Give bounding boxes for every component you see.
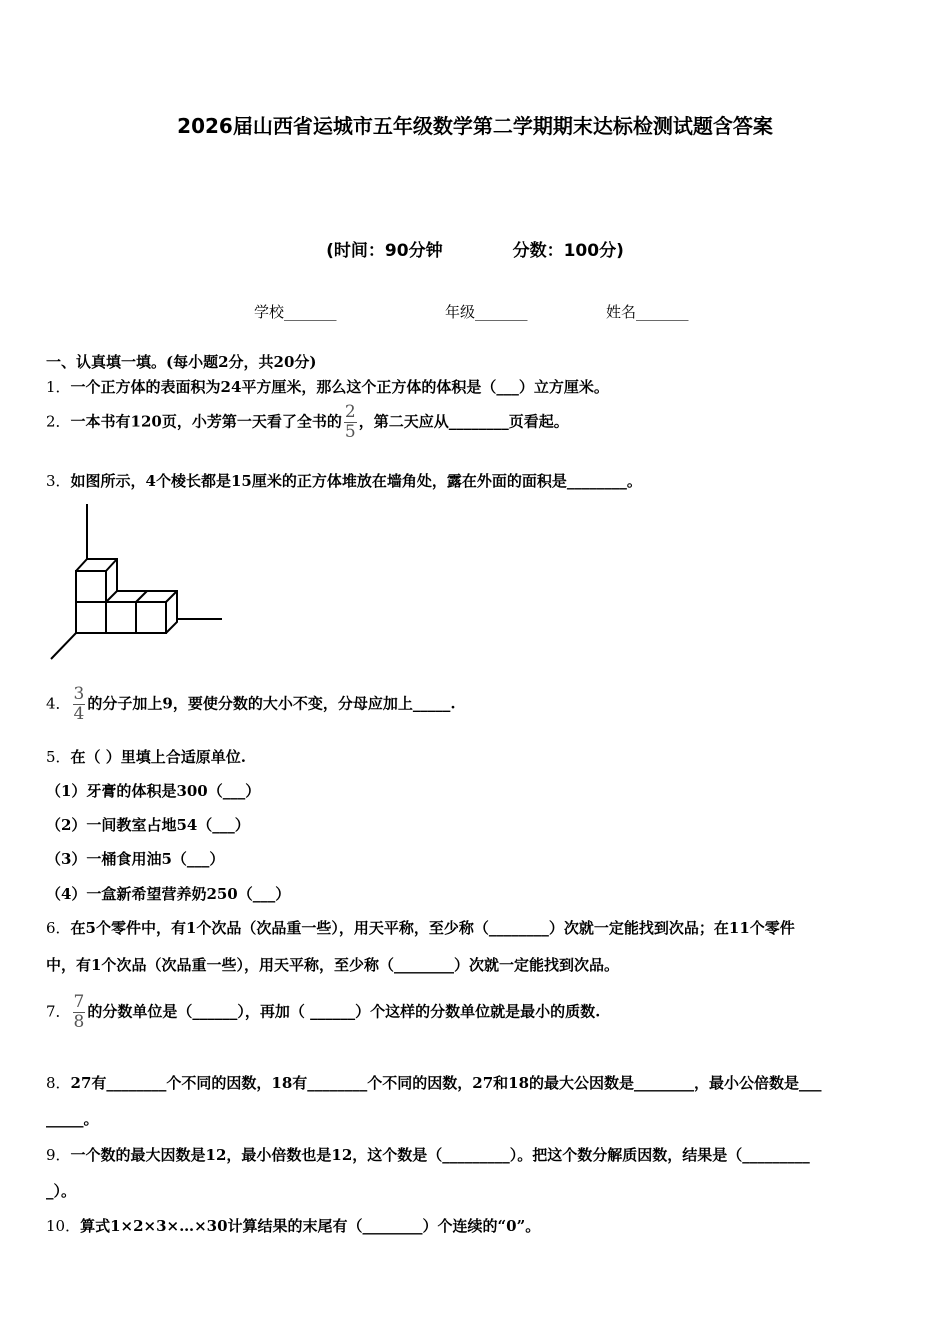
question-number: 1． [46, 378, 71, 396]
name-field: 姓名_______ [606, 303, 689, 321]
question-text: 27有________个不同的因数，18有________个不同的因数，27和18的最大公因数是________，最小公倍数是___ [70, 1074, 822, 1092]
fraction [344, 404, 357, 441]
time-limit: (时间：90分钟 [326, 241, 443, 261]
question-text: 在5个零件中，有1个次品（次品重一些），用天平称，至少称（________）次就一定能找到次品；在11个零件 [70, 919, 795, 937]
question-5-item: （4）一盒新希望营养奶250（___） [46, 885, 291, 903]
denominator: 4 [73, 704, 85, 724]
question-number: 8． [46, 1074, 71, 1092]
floor-edge-diagonal [51, 633, 76, 659]
fraction [73, 686, 86, 723]
question-8-continued: _____。 [46, 1110, 99, 1128]
question-text: 的分数单位是（______），再加（ ______）个这样的分数单位就是最小的质数. [87, 1002, 601, 1021]
question-5-item: （1）牙膏的体积是300（___） [46, 782, 261, 800]
cube-top [76, 571, 106, 602]
question-number: 2． [46, 412, 71, 431]
numerator: 2 [344, 402, 356, 422]
cube-bottom-3 [136, 602, 166, 633]
page-title: 2026届山西省运城市五年级数学第二学期期末达标检测试题含答案 [177, 114, 773, 138]
fraction [73, 994, 86, 1031]
cube-bottom-1 [76, 602, 106, 633]
cube-bottom-2 [106, 602, 136, 633]
question-5-item: （2）一间教室占地54（___） [46, 816, 250, 834]
section-heading: 一、认真填一填。(每小题2分，共20分) [46, 353, 317, 371]
question-text: ，第二天应从________页看起。 [358, 412, 569, 431]
question-text: 一本书有120页，小芳第一天看了全书的 [70, 412, 342, 431]
question-number: 4． [46, 694, 71, 713]
question-4 [46, 686, 456, 723]
grade-field: 年级_______ [445, 303, 528, 321]
exam-meta [0, 236, 950, 261]
question-text: 如图所示，4个棱长都是15厘米的正方体堆放在墙角处，露在外面的面积是________。 [70, 472, 642, 490]
question-5 [46, 746, 246, 767]
question-6 [46, 917, 795, 938]
question-5-item: （3）一桶食用油5（___） [46, 850, 225, 868]
question-number: 6． [46, 919, 71, 937]
question-number: 9． [46, 1146, 71, 1164]
question-9 [46, 1144, 810, 1165]
numerator: 7 [73, 992, 85, 1012]
question-1 [46, 376, 609, 397]
question-number: 5． [46, 748, 71, 766]
question-9-continued: _）。 [46, 1182, 77, 1200]
question-text: 的分子加上9，要使分数的大小不变，分母应加上_____. [87, 694, 456, 713]
question-text: 在（ ）里填上合适原单位. [70, 748, 246, 766]
question-8 [46, 1072, 822, 1093]
question-10 [46, 1215, 540, 1236]
question-2 [46, 404, 569, 441]
total-score: 分数：100分) [512, 241, 624, 261]
question-text: 一个数的最大因数是12，最小倍数也是12，这个数是（_________）。把这个数分解质因数，结果是（_________ [70, 1146, 810, 1164]
question-number: 3． [46, 472, 71, 490]
question-number: 7． [46, 1002, 71, 1021]
school-field: 学校_______ [254, 303, 337, 321]
question-text: 算式1×2×3×…×30计算结果的末尾有（________）个连续的“0”。 [80, 1217, 541, 1235]
denominator: 5 [344, 422, 356, 442]
question-number: 10． [46, 1217, 81, 1235]
denominator: 8 [73, 1012, 85, 1032]
cube-corner-figure [48, 502, 228, 662]
question-6-continued: 中，有1个次品（次品重一些），用天平称，至少称（________）次就一定能找到次品。 [46, 956, 619, 974]
question-7 [46, 994, 600, 1031]
question-3 [46, 470, 642, 491]
numerator: 3 [73, 684, 85, 704]
question-text: 一个正方体的表面积为24平方厘米，那么这个正方体的体积是（___）立方厘米。 [70, 378, 609, 396]
